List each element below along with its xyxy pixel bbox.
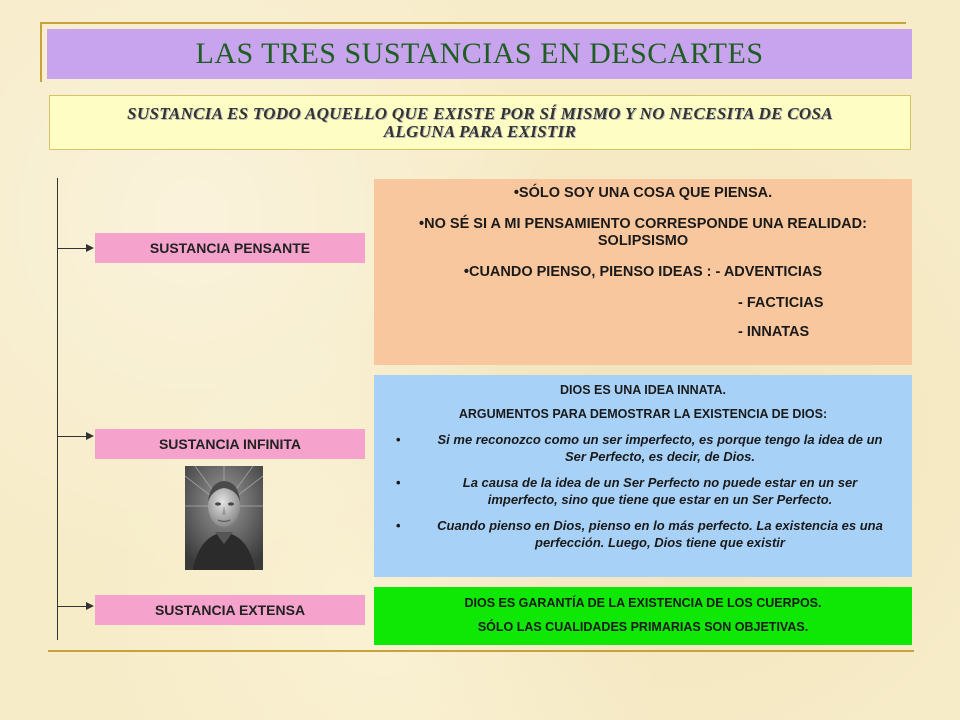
pensante-line-4: - FACTICIAS [738, 295, 824, 311]
label-sustancia-extensa: SUSTANCIA EXTENSA [95, 595, 365, 625]
panel-sustancia-pensante [374, 179, 912, 365]
bullet-icon: • [396, 432, 401, 447]
frame-left-line [40, 22, 42, 82]
panel-sustancia-infinita [374, 375, 912, 577]
extensa-line-1: DIOS ES GARANTÍA DE LA EXISTENCIA DE LOS CUERPOS. [464, 596, 822, 610]
infinita-bullet-3 [396, 517, 894, 551]
infinita-heading-2: ARGUMENTOS PARA DEMOSTRAR LA EXISTENCIA DE DIOS: [458, 407, 828, 421]
pensante-line-3: •CUANDO PIENSO, PIENSO IDEAS : - ADVENTICIAS [463, 264, 823, 280]
infinita-bullet-1 [396, 431, 894, 465]
panel-sustancia-extensa [374, 587, 912, 645]
arrow-extensa-icon [86, 602, 94, 610]
arrow-infinita-icon [86, 432, 94, 440]
label-sustancia-pensante: SUSTANCIA PENSANTE [95, 233, 365, 263]
bullet-icon: • [396, 518, 401, 533]
frame-bottom-line [48, 650, 914, 652]
page-title: LAS TRES SUSTANCIAS EN DESCARTES [47, 29, 912, 79]
pensante-line-1: •SÓLO SOY UNA COSA QUE PIENSA. [513, 185, 773, 201]
arrow-pensante-icon [86, 244, 94, 252]
infinita-heading-1: DIOS ES UNA IDEA INNATA. [560, 383, 726, 397]
pensante-line-5: - INNATAS [738, 324, 810, 340]
frame-top-line [40, 22, 906, 24]
descartes-portrait [185, 466, 263, 570]
definition-text: SUSTANCIA ES TODO AQUELLO QUE EXISTE POR SÍ MISMO Y NO NECESITA DE COSA ALGUNA PARA EXISTIR [127, 103, 833, 141]
infinita-bullet-text-3: Cuando pienso en Dios, pienso en lo más perfecto. La existencia es una perfección. Luego, Dios tiene que existir [437, 518, 883, 550]
label-sustancia-infinita: SUSTANCIA INFINITA [95, 429, 365, 459]
definition-box [49, 95, 911, 150]
infinita-bullet-text-2: La causa de la idea de un Ser Perfecto no puede estar en un ser imperfecto, sino que tiene que estar en un Ser Perfecto. [462, 475, 858, 507]
portrait-image [185, 466, 263, 570]
pensante-line-2: •NO SÉ SI A MI PENSAMIENTO CORRESPONDE UNA REALIDAD: SOLIPSISMO [419, 216, 867, 249]
infinita-bullet-text-1: Si me reconozco como un ser imperfecto, es porque tengo la idea de un Ser Perfecto, es decir, de Dios. [437, 432, 883, 464]
bullet-icon: • [396, 475, 401, 490]
infinita-bullet-2 [396, 474, 894, 508]
extensa-line-2: SÓLO LAS CUALIDADES PRIMARIAS SON OBJETIVAS. [477, 620, 809, 634]
